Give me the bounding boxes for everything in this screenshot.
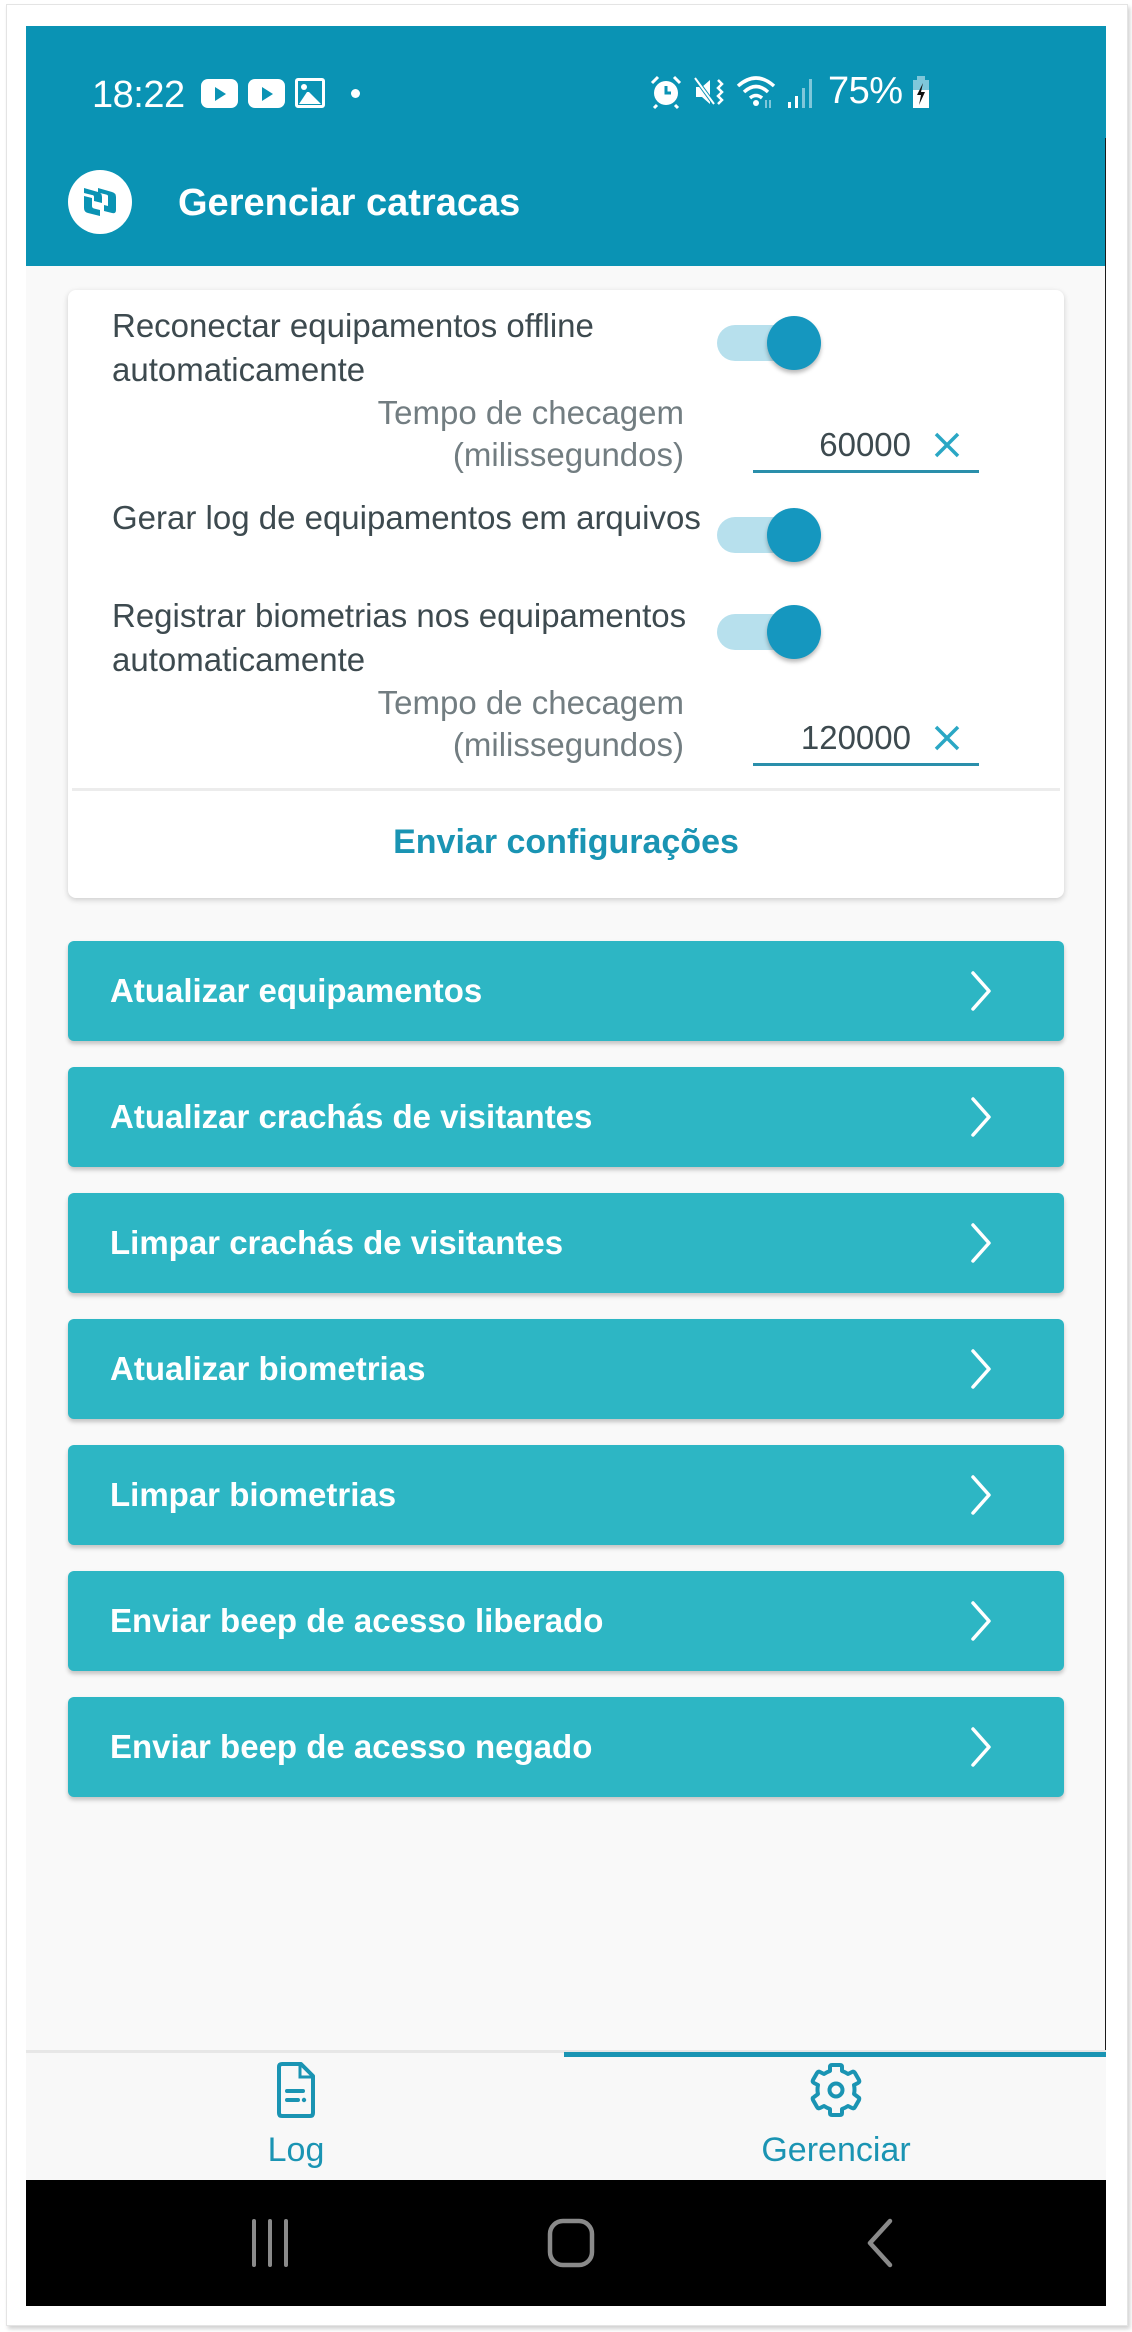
action-label: Atualizar crachás de visitantes (110, 1098, 593, 1135)
back-icon[interactable] (862, 2216, 898, 2270)
gear-icon (808, 2061, 864, 2119)
close-icon[interactable] (929, 427, 965, 463)
update-equipment-button[interactable] (68, 941, 1064, 1041)
tab-log[interactable] (26, 2053, 566, 2180)
system-navigation-bar (26, 2180, 1106, 2306)
settings-card (68, 290, 1064, 898)
notification-icons (201, 78, 360, 108)
youtube-icon (248, 79, 285, 108)
chevron-right-icon (966, 1221, 996, 1265)
setting-label-register-biometrics: Registrar biometrias nos equipamentos automaticamente (112, 597, 687, 678)
tab-label: Log (267, 2131, 325, 2169)
alarm-icon (648, 74, 684, 110)
bottom-navigation (26, 2050, 1106, 2180)
action-label: Limpar biometrias (110, 1476, 397, 1513)
reconnect-interval-input[interactable] (753, 423, 911, 467)
wifi-icon (736, 74, 778, 110)
action-label: Limpar crachás de visitantes (110, 1224, 564, 1261)
field-label-reconnect-interval (264, 392, 684, 476)
chevron-right-icon (966, 1347, 996, 1391)
chevron-right-icon (966, 1095, 996, 1139)
mute-vibrate-icon (692, 74, 728, 110)
close-icon[interactable] (929, 720, 965, 756)
tab-label: Gerenciar (761, 2131, 911, 2169)
toggle-thumb (767, 316, 821, 370)
update-biometrics-button[interactable] (68, 1319, 1064, 1419)
send-settings-button[interactable]: Enviar configurações (393, 822, 739, 861)
toggle-thumb (767, 508, 821, 562)
reconnect-interval-field (753, 417, 979, 473)
clear-biometrics-button[interactable] (68, 1445, 1064, 1545)
battery-percent: 75% (828, 70, 903, 112)
home-icon[interactable] (546, 2216, 596, 2270)
app-bar (26, 140, 1106, 266)
system-status-icons (648, 70, 931, 113)
action-label: Atualizar biometrias (110, 1350, 426, 1387)
active-tab-indicator (564, 2052, 1106, 2057)
card-divider (72, 788, 1060, 791)
chevron-right-icon (966, 1599, 996, 1643)
scroll-edge (1105, 138, 1106, 2078)
action-label: Atualizar equipamentos (110, 972, 483, 1009)
action-label: Enviar beep de acesso liberado (110, 1602, 604, 1639)
notification-dot-icon (351, 89, 360, 98)
tab-gerenciar[interactable] (566, 2053, 1106, 2180)
action-label: Enviar beep de acesso negado (110, 1728, 593, 1765)
field-label-line1: Tempo de checagem (377, 684, 684, 721)
signal-icon (786, 74, 816, 110)
status-time: 18:22 (92, 74, 185, 116)
send-access-granted-beep-button[interactable] (68, 1571, 1064, 1671)
battery-charging-icon (911, 74, 931, 110)
status-bar (26, 26, 1106, 140)
gallery-icon (295, 78, 325, 108)
phone-screen (26, 26, 1106, 2306)
chevron-right-icon (966, 1473, 996, 1517)
clear-visitor-badges-button[interactable] (68, 1193, 1064, 1293)
field-label-line2: (milissegundos) (452, 436, 684, 473)
update-visitor-badges-button[interactable] (68, 1067, 1064, 1167)
totvs-logo-icon (68, 170, 132, 234)
chevron-right-icon (966, 1725, 996, 1769)
field-label-line1: Tempo de checagem (377, 394, 684, 431)
toggle-reconnect-offline[interactable] (717, 315, 821, 371)
page-title: Gerenciar catracas (178, 182, 521, 224)
toggle-generate-log[interactable] (717, 507, 821, 563)
recent-apps-icon[interactable] (246, 2216, 294, 2270)
field-label-line2: (milissegundos) (452, 726, 684, 763)
toggle-register-biometrics[interactable] (717, 604, 821, 660)
biometrics-interval-input[interactable] (753, 716, 911, 760)
document-icon (268, 2061, 324, 2119)
chevron-right-icon (966, 969, 996, 1013)
send-access-denied-beep-button[interactable] (68, 1697, 1064, 1797)
youtube-icon (201, 79, 238, 108)
biometrics-interval-field (753, 710, 979, 766)
toggle-thumb (767, 605, 821, 659)
field-label-biometrics-interval (264, 682, 684, 766)
setting-label-reconnect: Reconectar equipamentos offline automaticamente (112, 307, 594, 388)
setting-label-generate-log: Gerar log de equipamentos em arquivos (112, 499, 701, 536)
